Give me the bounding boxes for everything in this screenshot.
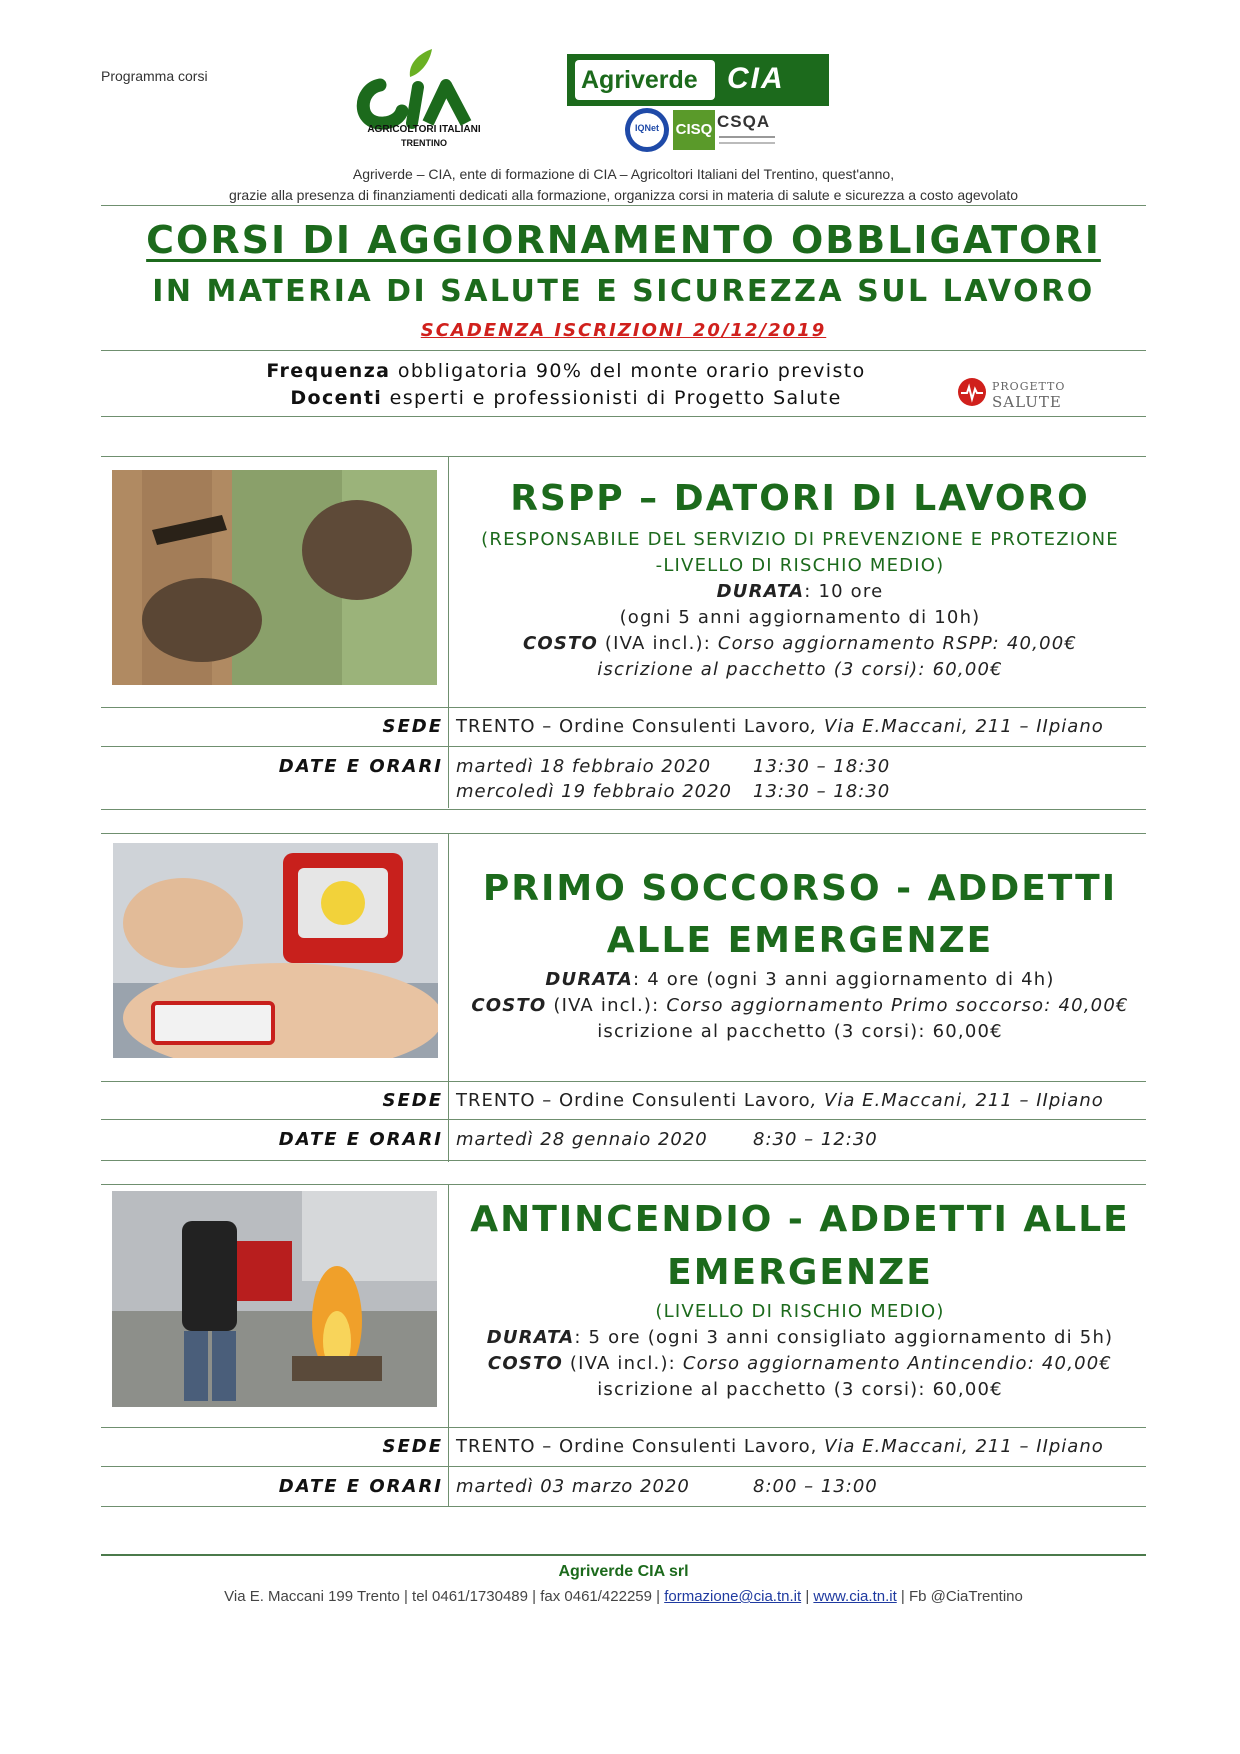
time-row: 8:00 – 13:00 <box>753 1476 878 1497</box>
divider <box>101 1160 1146 1161</box>
pulse-icon <box>958 378 986 406</box>
intro-line1: Agriverde – CIA, ente di formazione di CIA – Agricoltori Italiani del Trentino, quest'anno, <box>352 166 895 182</box>
csqa-logo <box>717 110 777 150</box>
divider <box>101 350 1146 351</box>
cia-logo-line1: AGRICOLTORI ITALIANI <box>367 124 481 135</box>
divider <box>101 809 1146 810</box>
course-cost: COSTO (IVA incl.): Corso aggiornamento RSPP: 40,00€ <box>522 633 1078 654</box>
date-row: martedì 03 marzo 2020 <box>456 1476 690 1497</box>
agriverde-logo <box>567 54 829 106</box>
photo-first-aid <box>113 843 438 1058</box>
teachers-note: Docenti esperti e professionisti di Progetto Salute <box>290 387 842 409</box>
frequency-note: Frequenza obbligatoria 90% del monte orario previsto <box>266 360 866 382</box>
main-title-line2: IN MATERIA DI SALUTE E SICUREZZA SUL LAVORO <box>152 274 1095 309</box>
dates-label: DATE E ORARI <box>278 1129 443 1150</box>
photo-dirty-hands-graphic <box>112 470 437 685</box>
footer-divider <box>101 1554 1146 1556</box>
footer-contacts: Via E. Maccani 199 Trento | tel 0461/1730489 | fax 0461/422259 | formazione@cia.tn.it | www.cia.tn.it | Fb @CiaTrentino <box>224 1588 1023 1605</box>
course-title: PRIMO SOCCORSO - ADDETTI <box>482 868 1118 909</box>
course-info <box>450 1299 1150 1403</box>
iqnet-logo-text: IQNet <box>634 123 659 133</box>
course-title: RSPP – DATORI DI LAVORO <box>510 478 1090 519</box>
course-info <box>450 527 1150 683</box>
divider <box>101 1119 1146 1120</box>
dates-label: DATE E ORARI <box>278 756 443 777</box>
course-title: ALLE EMERGENZE <box>606 920 994 961</box>
cia-logo <box>350 45 498 155</box>
divider <box>101 1506 1146 1507</box>
main-title-line1: CORSI DI AGGIORNAMENTO OBBLIGATORI <box>146 218 1101 262</box>
sede-label: SEDE <box>382 1436 443 1457</box>
course-package: iscrizione al pacchetto (3 corsi): 60,00€ <box>597 659 1003 680</box>
divider <box>101 416 1146 417</box>
divider <box>101 456 1146 457</box>
time-row: 13:30 – 18:30 <box>753 756 891 777</box>
time-row: 8:30 – 12:30 <box>753 1129 878 1150</box>
photo-first-aid-graphic <box>113 843 438 1058</box>
date-row: martedì 18 febbraio 2020 <box>456 756 712 777</box>
divider <box>101 205 1146 206</box>
course-subtitle: -LIVELLO DI RISCHIO MEDIO) <box>655 555 945 576</box>
footer-social: | Fb @CiaTrentino <box>896 1588 1023 1605</box>
course-cost: COSTO (IVA incl.): Corso aggiornamento Antincendio: 40,00€ <box>487 1353 1113 1374</box>
footer-email-link[interactable]: formazione@cia.tn.it <box>664 1588 802 1605</box>
course-duration-note: (ogni 5 anni aggiornamento di 10h) <box>619 607 981 628</box>
main-title <box>101 218 1146 262</box>
divider <box>101 746 1146 747</box>
cisq-logo-text: CISQ <box>675 121 713 138</box>
program-label: Programma corsi <box>101 68 208 84</box>
course-info <box>450 967 1150 1045</box>
sede-label: SEDE <box>382 1090 443 1111</box>
sede-value: TRENTO – Ordine Consulenti Lavoro, Via E.Maccani, 211 – IIpiano <box>456 716 1104 737</box>
cisq-logo <box>673 110 715 150</box>
deadline-text: SCADENZA ISCRIZIONI 20/12/2019 <box>420 320 827 341</box>
sede-label: SEDE <box>382 716 443 737</box>
course-title: ANTINCENDIO - ADDETTI ALLE <box>470 1199 1130 1240</box>
photo-fire-drill <box>112 1191 437 1407</box>
divider <box>101 1081 1146 1082</box>
divider <box>101 833 1146 834</box>
agriverde-logo-cia: CIA <box>727 62 785 95</box>
sede-value: TRENTO – Ordine Consulenti Lavoro, Via E.Maccani, 211 – IIpiano <box>456 1436 1104 1457</box>
date-row: martedì 28 gennaio 2020 <box>456 1129 708 1150</box>
course-subtitle: (LIVELLO DI RISCHIO MEDIO) <box>655 1301 945 1322</box>
course-duration: DURATA: 10 ore <box>716 581 884 602</box>
course-package: iscrizione al pacchetto (3 corsi): 60,00€ <box>597 1379 1003 1400</box>
notes <box>101 358 1031 412</box>
time-row: 13:30 – 18:30 <box>753 781 891 802</box>
cia-logo-line2: TRENTINO <box>401 138 447 148</box>
photo-dirty-hands <box>112 470 437 685</box>
dates-label: DATE E ORARI <box>278 1476 443 1497</box>
course-subtitle: (RESPONSABILE DEL SERVIZIO DI PREVENZIONE E PROTEZIONE <box>481 529 1119 550</box>
course-duration: DURATA: 5 ore (ogni 3 anni consigliato aggiornamento di 5h) <box>486 1327 1114 1348</box>
course-title: EMERGENZE <box>667 1252 933 1293</box>
date-row: mercoledì 19 febbraio 2020 <box>456 781 733 802</box>
sede-value: TRENTO – Ordine Consulenti Lavoro, Via E.Maccani, 211 – IIpiano <box>456 1090 1104 1111</box>
progetto-salute-line2: SALUTE <box>992 393 1062 411</box>
progetto-salute-line1: PROGETTO <box>992 380 1066 393</box>
iqnet-logo <box>625 108 669 152</box>
course-duration: DURATA: 4 ore (ogni 3 anni aggiornamento di 4h) <box>545 969 1055 990</box>
divider <box>101 1466 1146 1467</box>
divider <box>101 1427 1146 1428</box>
divider <box>101 1184 1146 1185</box>
agriverde-logo-text: Agriverde <box>581 66 698 94</box>
divider <box>101 707 1146 708</box>
footer-company: Agriverde CIA srl <box>558 1563 689 1580</box>
footer-address: Via E. Maccani 199 Trento | tel 0461/1730489 | fax 0461/422259 | <box>224 1588 665 1605</box>
footer-web-link[interactable]: www.cia.tn.it <box>813 1588 897 1605</box>
progetto-salute-logo <box>958 376 1068 412</box>
intro-line2: grazie alla presenza di finanziamenti dedicati alla formazione, organizza corsi in materia di salute e sicurezza a costo agevolato <box>228 187 1019 203</box>
csqa-logo-text: CSQA <box>717 112 771 131</box>
course-cost: COSTO (IVA incl.): Corso aggiornamento Primo soccorso: 40,00€ <box>471 995 1129 1016</box>
course-package: iscrizione al pacchetto (3 corsi): 60,00€ <box>597 1021 1003 1042</box>
photo-fire-drill-graphic <box>112 1191 437 1407</box>
deadline <box>101 320 1146 341</box>
